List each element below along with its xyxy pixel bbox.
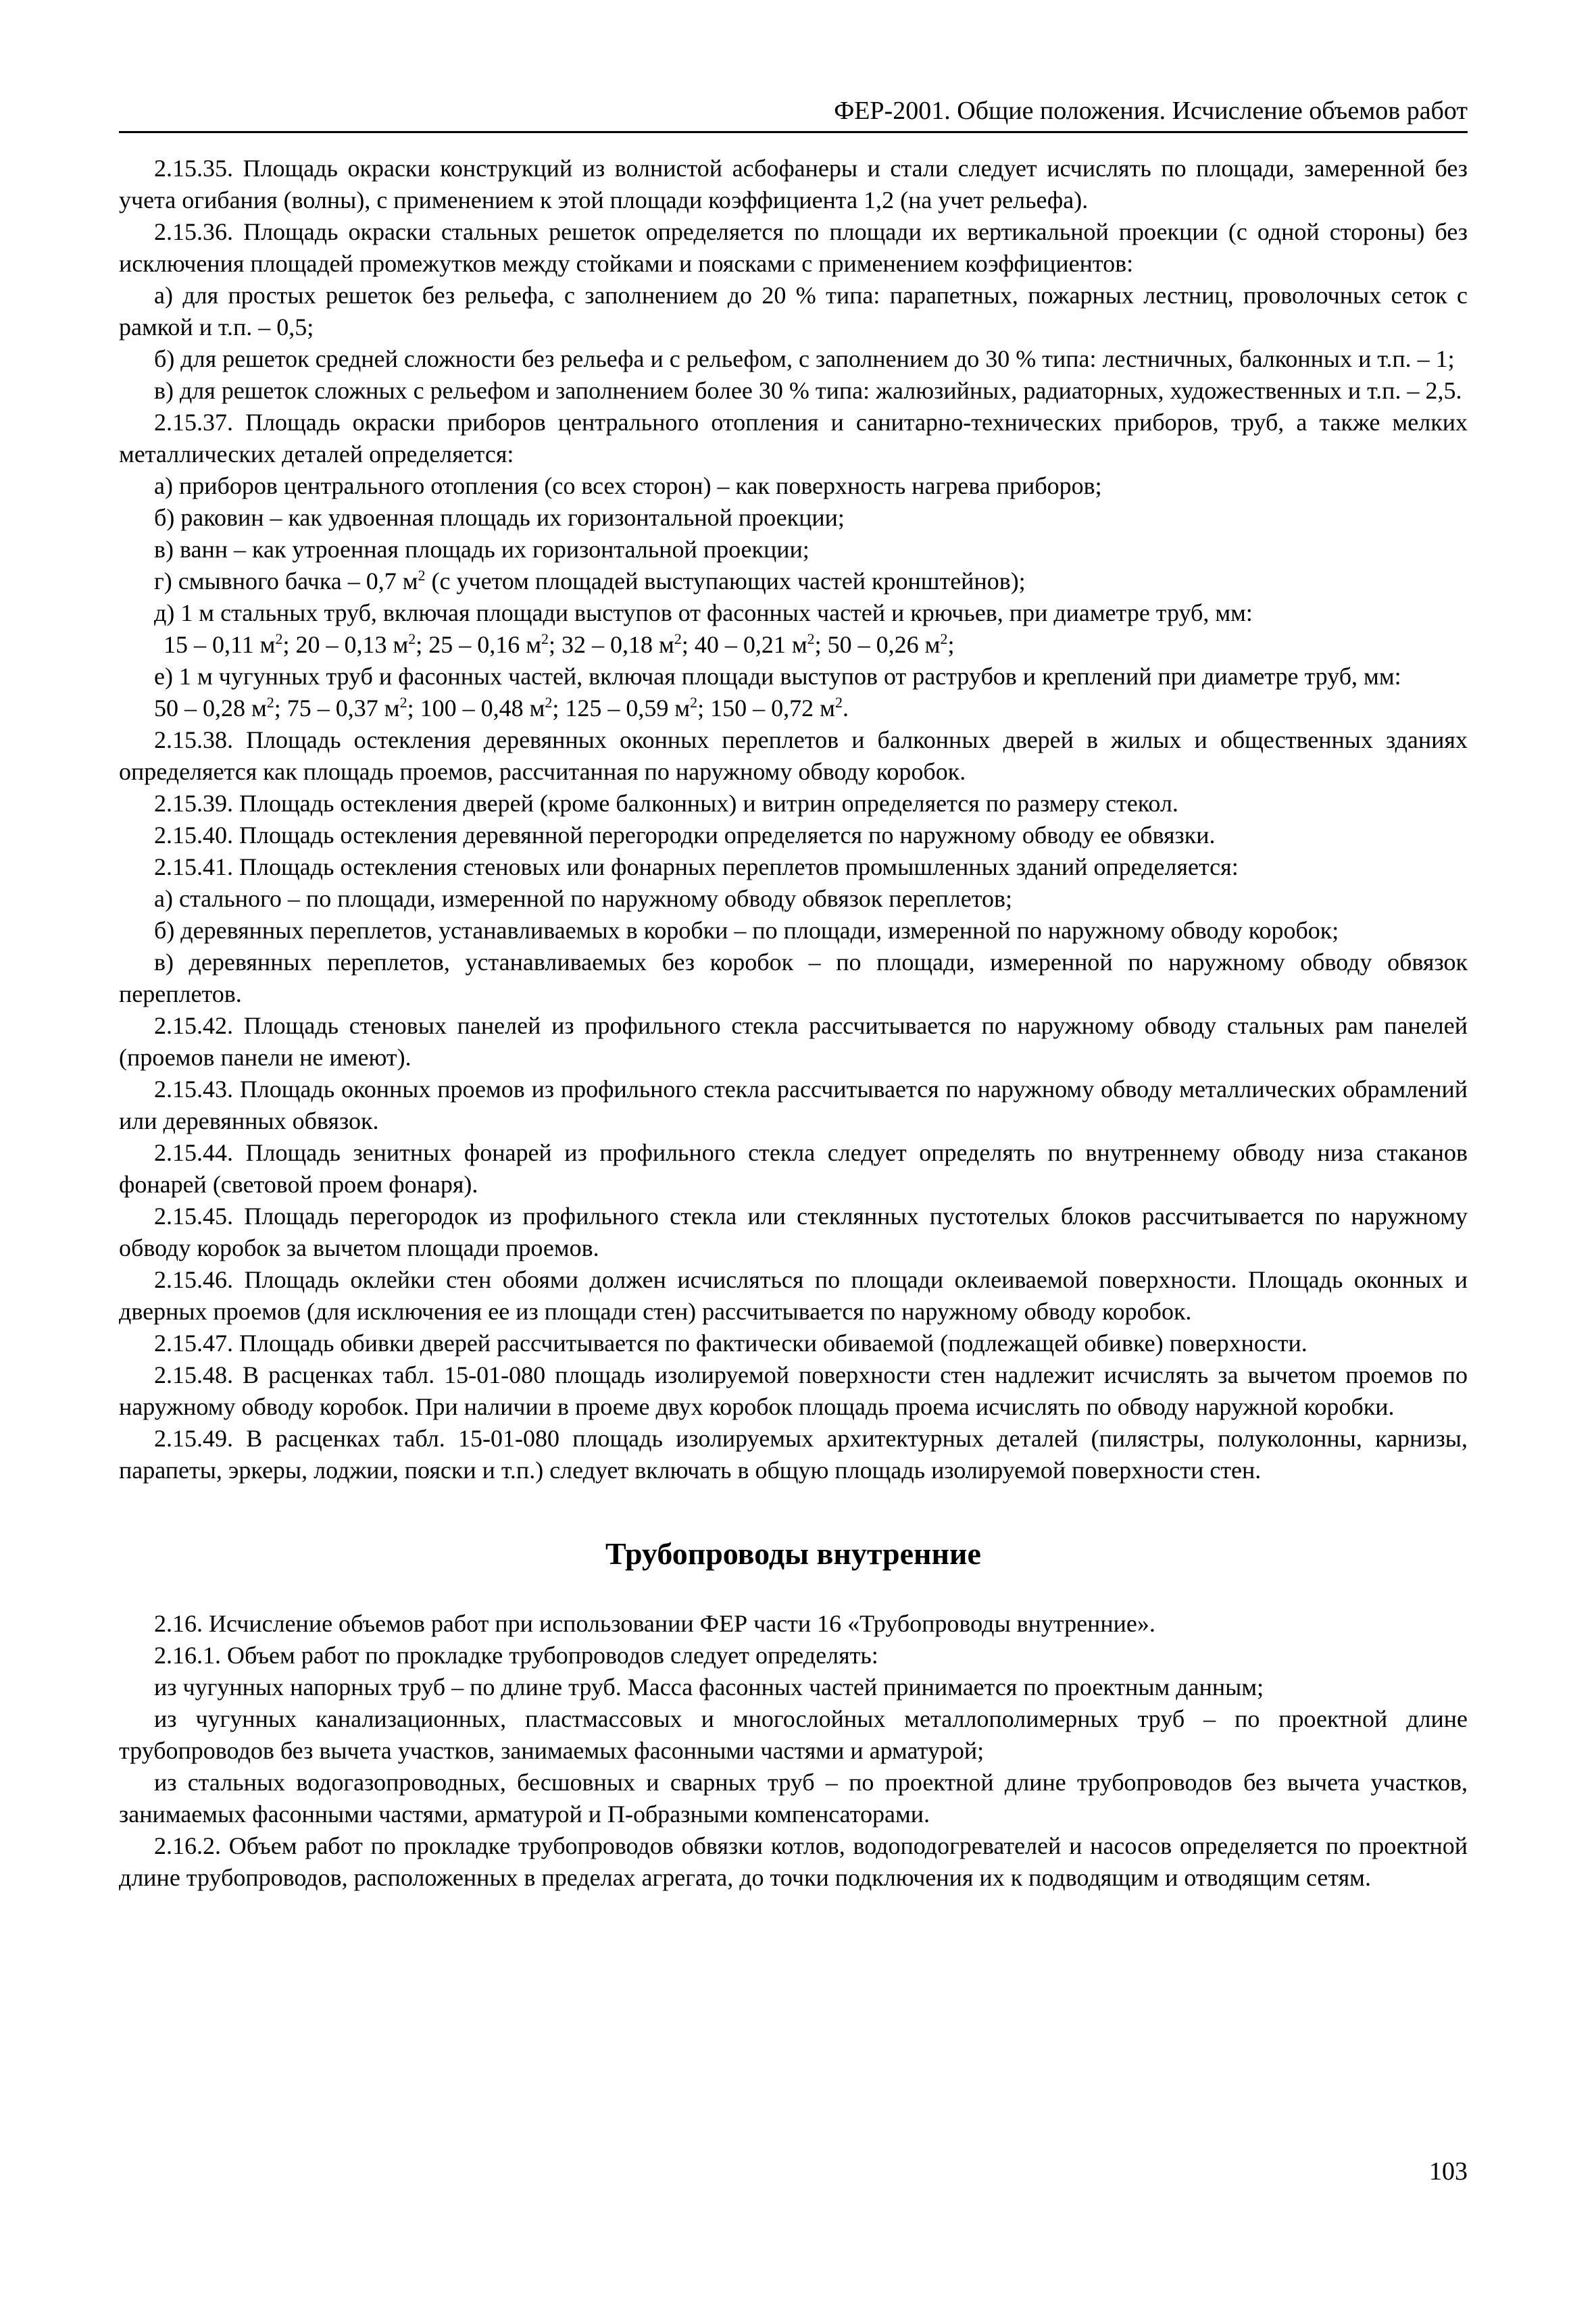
paragraph-2-15-37-f: е) 1 м чугунных труб и фасонных частей, включая площади выступов от раструбов и креплений при диаметре труб, мм: xyxy=(154,663,1401,690)
paragraph-2-15-49: 2.15.49. В расценках табл. 15-01-080 площадь изолируемых архитектурных деталей (пилястры, полуколонны, карнизы, парапеты, эркеры, лоджии, пояски и т.п.) следует включать в общую площадь изолируемой поверхности стен. xyxy=(119,1425,1468,1484)
paragraph-2-15-37-c: в) ванн – как утроенная площадь их горизонтальной проекции; xyxy=(154,536,809,563)
list-value: ; 150 – 0,72 м xyxy=(697,695,835,722)
list-value: ; 20 – 0,13 м xyxy=(282,631,409,658)
superscript: 2 xyxy=(408,630,416,647)
text-span: г) смывного бачка – 0,7 м xyxy=(154,568,418,595)
paragraph-2-15-47: 2.15.47. Площадь обивки дверей рассчитывается по фактически обиваемой (подлежащей обивке) поверхности. xyxy=(154,1330,1307,1357)
list-value: ; 50 – 0,26 м xyxy=(814,631,941,658)
paragraph-2-15-37-b: б) раковин – как удвоенная площадь их горизонтальной проекции; xyxy=(154,504,845,531)
paragraph-2-16-1: 2.16.1. Объем работ по прокладке трубопроводов следует определять: xyxy=(154,1642,878,1669)
paragraph-2-15-36: 2.15.36. Площадь окраски стальных решеток определяется по площади их вертикальной проекции (с одной стороны) без исключения площадей промежутков между стойками и поясками с применением коэффициентов: xyxy=(119,218,1468,277)
list-value: ; 32 – 0,18 м xyxy=(549,631,674,658)
paragraph-2-16-1-steel: из стальных водогазопроводных, бесшовных и сварных труб – по проектной длине трубопроводов без вычета участков, занимаемых фасонными частями, арматурой и П-образными компенсаторами. xyxy=(119,1769,1468,1828)
superscript: 2 xyxy=(834,694,843,711)
paragraph-2-16-1-cast-iron-pressure: из чугунных напорных труб – по длине труб. Масса фасонных частей принимается по проектным данным; xyxy=(154,1674,1264,1701)
list-value: ; 100 – 0,48 м xyxy=(407,695,545,722)
paragraph-2-16-1-sewer-plastic: из чугунных канализационных, пластмассовых и многослойных металлополимерных труб – по проектной длине трубопроводов без вычета участков, занимаемых фасонными частями и арматурой; xyxy=(119,1705,1468,1764)
paragraph-2-15-37-e: д) 1 м стальных труб, включая площади выступов от фасонных частей и крючьев, при диаметре труб, мм: xyxy=(154,599,1253,626)
paragraph-2-15-35: 2.15.35. Площадь окраски конструкций из волнистой асбофанеры и стали следует исчислять по площади, замеренной без учета огибания (волны), с применением к этой площади коэффициента 1,2 (на учет рельефа). xyxy=(119,155,1468,213)
paragraph-2-15-39: 2.15.39. Площадь остекления дверей (кроме балконных) и витрин определяется по размеру стекол. xyxy=(154,790,1178,817)
section-title: Трубопроводы внутренние xyxy=(605,1536,981,1571)
superscript: 2 xyxy=(690,694,698,711)
header-title: ФЕР-2001. Общие положения. Исчисление объемов работ xyxy=(834,97,1468,125)
superscript: 2 xyxy=(674,630,682,647)
list-value: ; 25 – 0,16 м xyxy=(416,631,542,658)
cast-iron-pipe-list xyxy=(119,693,1468,724)
paragraph-2-15-42: 2.15.42. Площадь стеновых панелей из профильного стекла рассчитывается по наружному обводу стальных рам панелей (проемов панели не имеют). xyxy=(119,1012,1468,1071)
superscript: 2 xyxy=(418,567,426,584)
superscript: 2 xyxy=(545,694,553,711)
list-value: ; 125 – 0,59 м xyxy=(552,695,691,722)
page-header xyxy=(119,84,1468,133)
superscript: 2 xyxy=(266,694,274,711)
superscript: 2 xyxy=(399,694,407,711)
list-value: ; 75 – 0,37 м xyxy=(274,695,400,722)
paragraph-2-15-37: 2.15.37. Площадь окраски приборов центрального отопления и санитарно-технических приборов, труб, а также мелких металлических деталей определяется: xyxy=(119,409,1468,468)
paragraph-2-15-43: 2.15.43. Площадь оконных проемов из профильного стекла рассчитывается по наружному обводу металлических обрамлений или деревянных обвязок. xyxy=(119,1076,1468,1134)
text-span: (с учетом площадей выступающих частей кронштейнов); xyxy=(425,568,1026,595)
superscript: 2 xyxy=(807,630,815,647)
paragraph-2-15-36-a: а) для простых решеток без рельефа, с заполнением до 20 % типа: парапетных, пожарных лестниц, проволочных сеток с рамкой и т.п. – 0,5; xyxy=(119,282,1468,341)
paragraph-2-15-37-d xyxy=(119,565,1468,597)
paragraph-2-15-38: 2.15.38. Площадь остекления деревянных оконных переплетов и балконных дверей в жилых и общественных зданиях определяется как площадь проемов, рассчитанная по наружному обводу коробок. xyxy=(119,726,1468,785)
paragraph-2-15-44: 2.15.44. Площадь зенитных фонарей из профильного стекла следует определять по внутреннему обводу низа стаканов фонарей (световой проем фонаря). xyxy=(119,1139,1468,1198)
document-body xyxy=(119,153,1468,1894)
list-value: . xyxy=(842,695,849,722)
paragraph-2-15-36-c: в) для решеток сложных с рельефом и заполнением более 30 % типа: жалюзийных, радиаторных, художественных и т.п. – 2,5. xyxy=(154,377,1462,404)
paragraph-2-15-48: 2.15.48. В расценках табл. 15-01-080 площадь изолируемой поверхности стен надлежит исчислять за вычетом проемов по наружному обводу коробок. При наличии в проеме двух коробок площадь проема исчислять по обводу наружной коробки. xyxy=(119,1361,1468,1420)
paragraph-2-15-46: 2.15.46. Площадь оклейки стен обоями должен исчисляться по площади оклеиваемой поверхности. Площадь оконных и дверных проемов (для исключения ее из площади стен) рассчитывается по наружному обводу коробок. xyxy=(119,1266,1468,1325)
paragraph-2-15-41-b: б) деревянных переплетов, устанавливаемых в коробки – по площади, измеренной по наружному обводу коробок; xyxy=(154,917,1339,944)
paragraph-2-15-36-b: б) для решеток средней сложности без рельефа и с рельефом, с заполнением до 30 % типа: лестничных, балконных и т.п. – 1; xyxy=(154,345,1455,372)
superscript: 2 xyxy=(940,630,948,647)
paragraph-2-15-41-c: в) деревянных переплетов, устанавливаемых без коробок – по площади, измеренной по наружному обводу обвязок переплетов. xyxy=(119,949,1468,1007)
steel-pipe-list xyxy=(119,629,1468,661)
paragraph-2-15-45: 2.15.45. Площадь перегородок из профильного стекла или стеклянных пустотелых блоков рассчитывается по наружному обводу коробок за вычетом площади проемов. xyxy=(119,1203,1468,1261)
superscript: 2 xyxy=(541,630,549,647)
superscript: 2 xyxy=(275,630,283,647)
page-number: 103 xyxy=(1429,2157,1468,2186)
paragraph-2-16-2: 2.16.2. Объем работ по прокладке трубопроводов обвязки котлов, водоподогревателей и насосов определяется по проектной длине трубопроводов, расположенных в пределах агрегата, до точки подключения их к подводящим и отводящим сетям. xyxy=(119,1832,1468,1891)
paragraph-2-16: 2.16. Исчисление объемов работ при использовании ФЕР части 16 «Трубопроводы внутренние». xyxy=(154,1610,1155,1637)
list-value: ; xyxy=(947,631,955,658)
paragraph-2-15-41-a: а) стального – по площади, измеренной по наружному обводу обвязок переплетов; xyxy=(154,885,1012,912)
list-value: 15 – 0,11 м xyxy=(164,631,276,658)
paragraph-2-15-40: 2.15.40. Площадь остекления деревянной перегородки определяется по наружному обводу ее обвязки. xyxy=(154,822,1216,849)
list-value: 50 – 0,28 м xyxy=(154,695,267,722)
paragraph-2-15-41: 2.15.41. Площадь остекления стеновых или фонарных переплетов промышленных зданий определяется: xyxy=(154,853,1239,880)
paragraph-2-15-37-a: а) приборов центрального отопления (со всех сторон) – как поверхность нагрева приборов; xyxy=(154,472,1102,499)
list-value: ; 40 – 0,21 м xyxy=(681,631,807,658)
